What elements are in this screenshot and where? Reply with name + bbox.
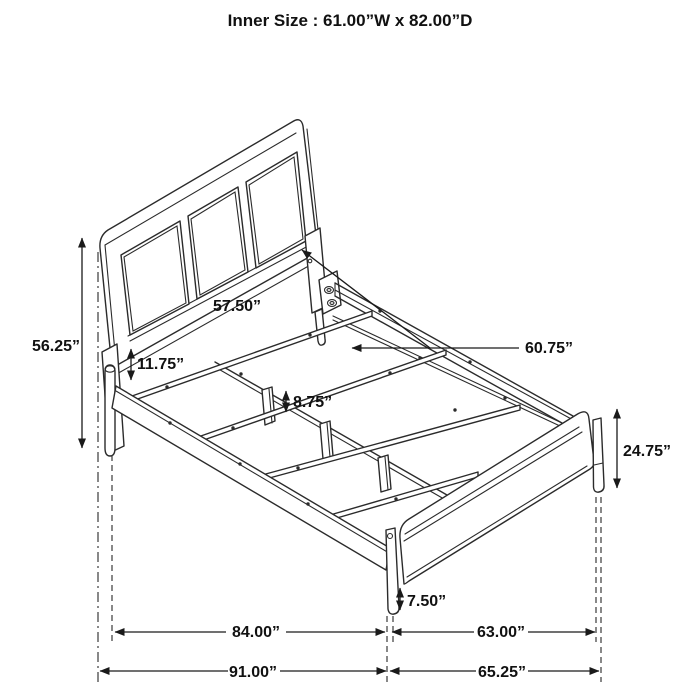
- headboard-left-leg-cylinder: [105, 365, 115, 456]
- left-rail-lip: [116, 391, 389, 553]
- dimension-footboard-height: [617, 409, 671, 488]
- dim-label-60-75: 60.75”: [525, 340, 574, 357]
- dim-label-56-25: 56.25”: [31, 338, 80, 355]
- slat-screw: [231, 426, 234, 429]
- slat-screw: [165, 385, 168, 388]
- dimension-panel-gap: [131, 349, 184, 380]
- support-rail-right-bottom: [333, 320, 560, 426]
- slat-screw: [296, 466, 299, 469]
- dim-label-91-00: 91.00”: [228, 664, 278, 681]
- slat-screw: [394, 497, 397, 500]
- dimension-headboard-height: [32, 238, 82, 448]
- dimension-headboard-width: [213, 298, 261, 315]
- dimension-overall-width: [390, 664, 599, 681]
- dim-label-63-00: 63.00”: [476, 624, 526, 641]
- diagram-title: Inner Size : 61.00”W x 82.00”D: [227, 11, 473, 30]
- dim-label-7-50: 7.50”: [407, 593, 447, 610]
- dim-label-65-25: 65.25”: [477, 664, 527, 681]
- slat-screw: [308, 333, 311, 336]
- center-leg-2: [320, 421, 333, 459]
- left-rail-bolt: [238, 462, 241, 465]
- left-rail-bolt: [168, 421, 171, 424]
- footboard: [386, 412, 604, 614]
- dim-label-8-75: 8.75”: [293, 394, 333, 411]
- side-rail-left: [112, 386, 390, 570]
- footboard-right-leg: [593, 418, 604, 492]
- dim-label-57-50: 57.50”: [212, 298, 262, 315]
- left-rail-bolt: [306, 502, 309, 505]
- support-rail-bolt: [503, 396, 506, 399]
- dimension-rail-span: [115, 624, 385, 641]
- center-leg-3: [378, 455, 391, 492]
- dim-label-24-75: 24.75”: [623, 443, 672, 460]
- dim-label-84-00: 84.00”: [231, 624, 281, 641]
- footboard-left-leg: [386, 528, 399, 614]
- dimension-overall-depth: [100, 664, 386, 681]
- beam-bolt: [239, 372, 242, 375]
- slat-screw: [388, 371, 391, 374]
- footboard-panel: [400, 412, 594, 584]
- support-rail-right-top: [333, 316, 562, 423]
- dimension-footboard-span: [392, 624, 595, 641]
- dim-label-11-75: 11.75”: [137, 356, 185, 373]
- dimension-footboard-clearance: [400, 588, 446, 610]
- right-rail-bolt: [468, 360, 471, 363]
- support-rail-right: [333, 316, 562, 426]
- dimension-center-leg: [286, 391, 332, 412]
- slat-screw: [453, 408, 456, 411]
